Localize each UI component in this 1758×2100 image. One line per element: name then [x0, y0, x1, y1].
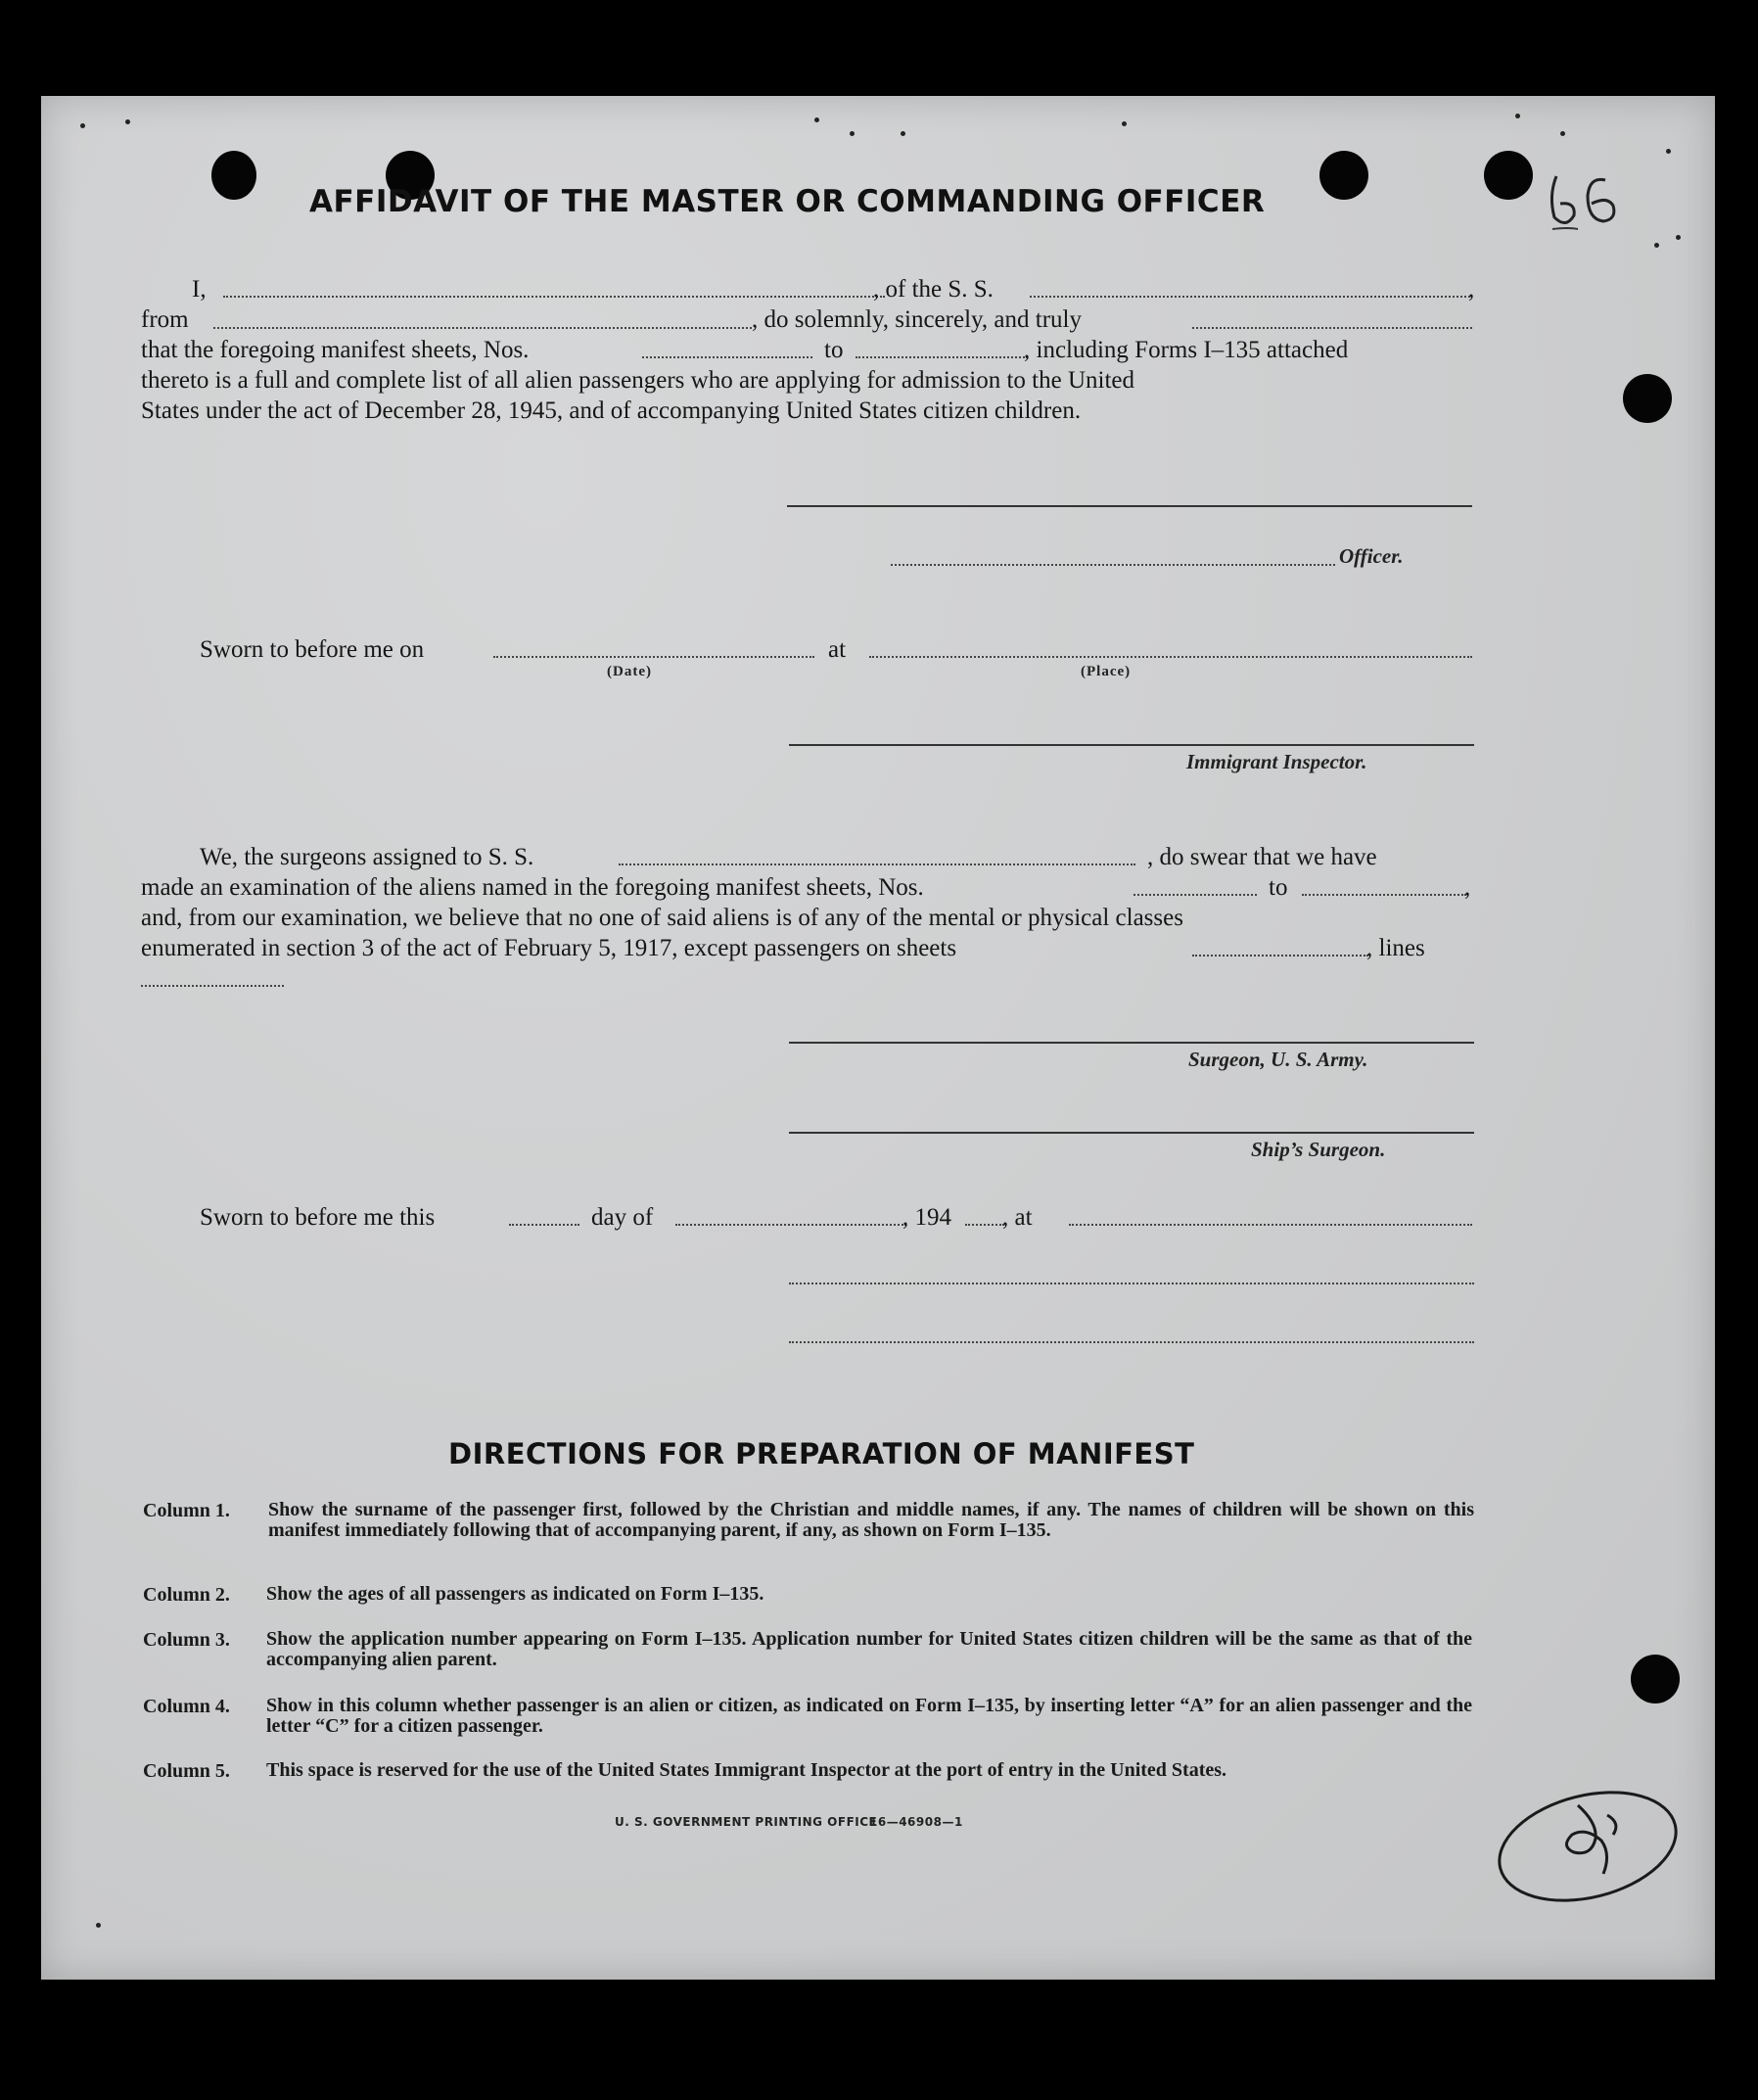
officer-label: Officer. — [1339, 544, 1404, 568]
sworn-text: Sworn to before me on — [200, 636, 425, 663]
blank-lines-field[interactable] — [141, 985, 284, 987]
signature-line[interactable] — [789, 1341, 1474, 1343]
handwritten-circled-mark — [1480, 1776, 1695, 1913]
direction-text: Show in this column whether passenger is an alien or citizen, as indicated on Form I–135, by inserting letter “A” for an alien passenger and the letter “C” for a citizen passenger. — [266, 1695, 1472, 1737]
affidavit-text: I, — [192, 276, 207, 303]
handwritten-page-mark — [1509, 157, 1656, 245]
surgeons-text: We, the surgeons assigned to S. S. — [200, 844, 534, 870]
blank-day-field[interactable] — [509, 1224, 579, 1226]
blank-surgeon-ship-field[interactable] — [619, 863, 1135, 865]
direction-text: Show the application number appearing on Form I–135. Application number for United States citizen children will be the same as that of the accompanying alien parent. — [266, 1628, 1472, 1670]
signature-line[interactable] — [787, 505, 1472, 507]
direction-label: Column 5. — [143, 1760, 230, 1782]
surgeons-text: made an examination of the aliens named in the foregoing manifest sheets, Nos. — [141, 874, 924, 901]
affidavit-text: States under the act of December 28, 1945, and of accompanying United States citizen children. — [141, 397, 1082, 424]
signature-line[interactable] — [789, 1283, 1474, 1284]
officer-signature-line[interactable] — [891, 564, 1335, 566]
blank-name-field[interactable] — [223, 296, 885, 298]
inspector-label: Immigrant Inspector. — [1186, 750, 1367, 773]
sworn-text: day of — [591, 1204, 654, 1231]
speck — [1515, 114, 1520, 118]
blank-except-sheets-field[interactable] — [1192, 955, 1368, 957]
affidavit-text: to — [824, 337, 844, 363]
direction-label: Column 1. — [143, 1500, 230, 1521]
sworn-text: Sworn to before me this — [200, 1204, 436, 1231]
form-code: 16—46908—1 — [869, 1815, 963, 1829]
blank-exam-to-field[interactable] — [1302, 894, 1466, 896]
speck — [1676, 235, 1681, 240]
printer-imprint: U. S. GOVERNMENT PRINTING OFFICE — [615, 1815, 878, 1829]
affidavit-text: thereto is a full and complete list of all alien passengers who are applying for admission to the United — [141, 367, 1135, 394]
surgeons-text: to — [1269, 874, 1288, 901]
punch-hole-top-1 — [211, 151, 256, 200]
affidavit-text: from — [141, 306, 189, 333]
direction-text: Show the surname of the passenger first, followed by the Christian and middle names, if any. The names of children will be shown on this manifest immediately following that of accompanying parent, if any, as shown on Form I–135. — [268, 1499, 1474, 1541]
ship-surgeon-signature-line[interactable] — [789, 1132, 1474, 1134]
affidavit-text: that the foregoing manifest sheets, Nos. — [141, 337, 530, 363]
blank-month-field[interactable] — [675, 1224, 906, 1226]
affidavit-text: , including Forms I–135 attached — [1024, 337, 1349, 363]
direction-text: This space is reserved for the use of the United States Immigrant Inspector at the port of entry in the United States. — [266, 1759, 1227, 1781]
speck — [1666, 149, 1671, 154]
army-surgeon-signature-line[interactable] — [789, 1042, 1474, 1044]
direction-label: Column 4. — [143, 1696, 230, 1717]
blank-sheets-to-field[interactable] — [856, 356, 1028, 358]
surgeons-text: , lines — [1366, 935, 1425, 961]
document-page — [41, 96, 1715, 1980]
blank-sheets-from-field[interactable] — [642, 356, 812, 358]
direction-label: Column 2. — [143, 1584, 230, 1606]
blank-ship-field[interactable] — [1030, 296, 1470, 298]
punch-hole-right-1 — [1623, 374, 1672, 423]
sworn-text: , 194 — [902, 1204, 951, 1231]
affidavit-text: , — [1468, 276, 1475, 303]
speck — [125, 119, 130, 124]
speck — [901, 131, 905, 136]
affidavit-text: , do solemnly, sincerely, and truly — [752, 306, 1082, 333]
place-caption: (Place) — [1081, 664, 1132, 679]
surgeons-text: , do swear that we have — [1147, 844, 1377, 870]
speck — [850, 131, 855, 136]
blank-from-field[interactable] — [213, 327, 752, 329]
sworn-text: at — [828, 636, 847, 663]
punch-hole-top-3 — [1319, 151, 1368, 200]
surgeons-text: and, from our examination, we believe that no one of said aliens is of any of the mental or physical classes — [141, 905, 1183, 931]
sworn-text: , at — [1002, 1204, 1033, 1231]
army-surgeon-label: Surgeon, U. S. Army. — [1188, 1048, 1368, 1071]
date-caption: (Date) — [607, 664, 652, 679]
page-title: AFFIDAVIT OF THE MASTER OR COMMANDING OFFICER — [309, 184, 1266, 219]
blank-exam-from-field[interactable] — [1133, 894, 1257, 896]
inspector-signature-line[interactable] — [789, 744, 1474, 746]
speck — [1560, 131, 1565, 136]
directions-heading: DIRECTIONS FOR PREPARATION OF MANIFEST — [448, 1437, 1195, 1470]
surgeons-text: , — [1464, 874, 1471, 901]
blank-sworn-field[interactable] — [1192, 327, 1472, 329]
blank-year-field[interactable] — [965, 1224, 1004, 1226]
speck — [96, 1923, 101, 1928]
blank-location-field[interactable] — [1069, 1224, 1472, 1226]
direction-text: Show the ages of all passengers as indicated on Form I–135. — [266, 1583, 764, 1605]
speck — [1122, 121, 1127, 126]
direction-label: Column 3. — [143, 1629, 230, 1651]
affidavit-text: , of the S. S. — [873, 276, 994, 303]
surgeons-text: enumerated in section 3 of the act of February 5, 1917, except passengers on sheets — [141, 935, 957, 961]
speck — [814, 117, 819, 122]
ship-surgeon-label: Ship’s Surgeon. — [1251, 1138, 1386, 1161]
speck — [80, 123, 85, 128]
punch-hole-right-2 — [1631, 1655, 1680, 1703]
blank-date-field[interactable] — [493, 656, 814, 658]
blank-place-field[interactable] — [869, 656, 1472, 658]
